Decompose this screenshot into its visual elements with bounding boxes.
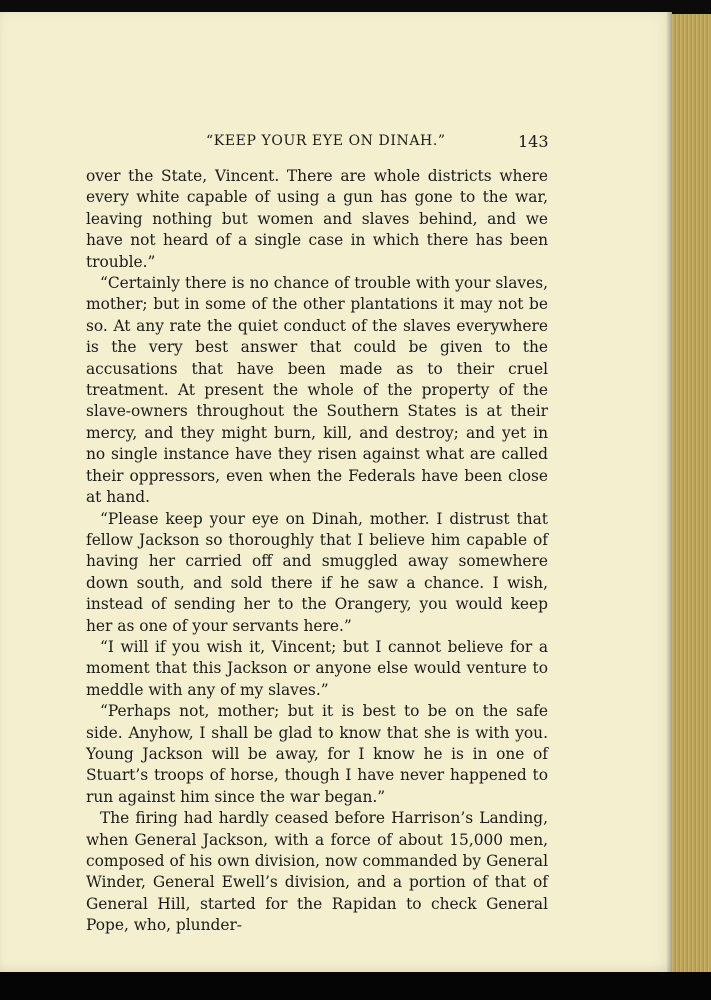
page-number: 143: [518, 132, 549, 151]
paragraph-3: “Please keep your eye on Dinah, mother. I distrust that fellow Jackson so thoroughly that I believe him capable of having her carried off and smuggled away somewhere down south, and sold there if he saw a chance. I wish, instead of sending her to the Orangery, you would keep her as one of your servants here.”: [86, 509, 548, 635]
body-text: [86, 166, 548, 937]
paragraph-6: The firing had hardly ceased before Harrison’s Landing, when General Jackson, with a force of about 15,000 men, composed of his own division, now commanded by General Winder, General Ewell’s division, and a portion of that of General Hill, started for the Rapidan to check General Pope, who, plunder-: [86, 809, 548, 935]
paragraph-5: “Perhaps not, mother; but it is best to be on the safe side. Anyhow, I shall be glad to know that she is with you. Young Jackson will be away, for I know he is in one of Stuart’s troops of horse, though I have never happened to run against him since the war began.”: [86, 702, 548, 806]
book-page-edges: [672, 14, 711, 972]
paragraph-1: over the State, Vincent. There are whole districts where every white capable of using a gun has gone to the war, leaving nothing but women and slaves behind, and we have not heard of a single case in which there has been trouble.”: [86, 167, 548, 271]
paragraph-2: “Certainly there is no chance of trouble with your slaves, mother; but in some of the other plantations it may not be so. At any rate the quiet conduct of the slaves everywhere is the very best answer that could be given to the accusations that have been made as to their cruel treatment. At present the whole of the property of the slave-owners throughout the Southern States is at their mercy, and they might burn, kill, and destroy; and yet in no single instance have they risen against what are called their oppressors, even when the Federals have been close at hand.: [86, 274, 548, 507]
page-header: [0, 133, 672, 157]
paragraph-4: “I will if you wish it, Vincent; but I cannot believe for a moment that this Jackson or anyone else would venture to meddle with any of my slaves.”: [86, 637, 548, 699]
scan-background: [0, 972, 711, 1000]
book-page: [0, 12, 672, 974]
running-head: “KEEP YOUR EYE ON DINAH.”: [206, 133, 446, 149]
